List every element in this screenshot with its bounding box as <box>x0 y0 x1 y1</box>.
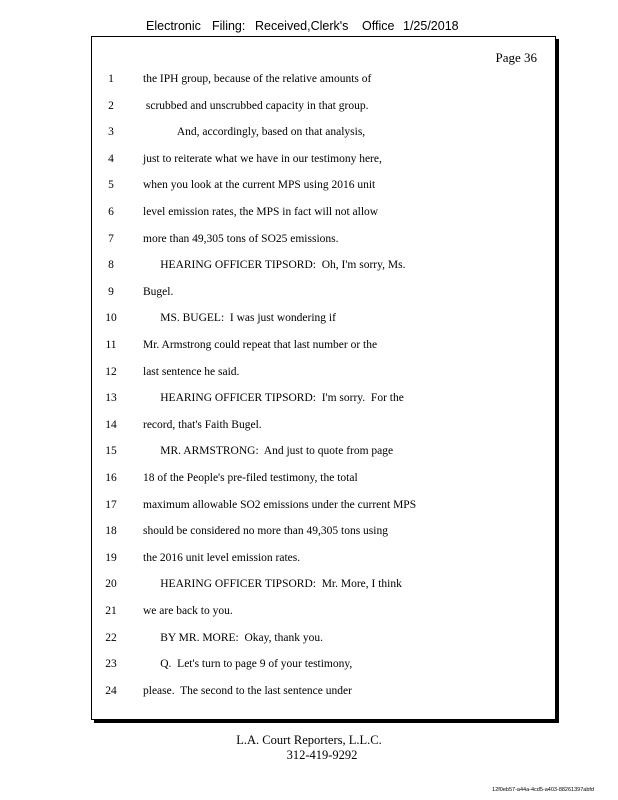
line-text: should be considered no more than 49,305 tons using <box>143 525 388 538</box>
line-text: maximum allowable SO2 emissions under the current MPS <box>143 498 417 511</box>
line-text: the 2016 unit level emission rates. <box>143 551 301 564</box>
line-number: 17 <box>105 498 117 511</box>
transcript-line <box>92 605 557 625</box>
line-number: 19 <box>105 551 117 564</box>
transcript-line <box>92 206 557 226</box>
line-number: 3 <box>108 126 114 139</box>
header-office: Office <box>362 19 395 33</box>
transcript-line <box>92 312 557 332</box>
line-number: 11 <box>105 339 117 351</box>
line-text: when you look at the current MPS using 2016 unit <box>143 179 376 192</box>
line-text: just to reiterate what we have in our testimony here, <box>143 152 382 165</box>
line-number: 12 <box>105 365 117 378</box>
line-text: we are back to you. <box>143 605 233 617</box>
line-number: 2 <box>108 99 114 112</box>
line-text: level emission rates, the MPS in fact will not allow <box>143 206 379 218</box>
line-number: 14 <box>105 418 117 431</box>
transcript-line <box>92 552 557 572</box>
filing-stamp-header <box>0 19 618 37</box>
line-text: please. The second to the last sentence under <box>143 684 352 697</box>
header-electronic: Electronic <box>146 19 201 33</box>
line-text: scrubbed and unscrubbed capacity in that group. <box>143 99 369 112</box>
line-text: more than 49,305 tons of SO25 emissions. <box>143 232 339 245</box>
transcript-line <box>92 179 557 199</box>
reporter-phone: 312-419-9292 <box>286 748 358 762</box>
line-number: 1 <box>108 73 114 85</box>
line-text: MS. BUGEL: I was just wondering if <box>143 312 336 325</box>
transcript-page <box>91 36 556 720</box>
line-number: 24 <box>105 684 117 697</box>
transcript-line <box>92 632 557 652</box>
line-number: 20 <box>105 578 117 591</box>
transcript-line <box>92 578 557 598</box>
transcript-line <box>92 233 557 253</box>
line-number: 10 <box>105 312 117 325</box>
transcript-line <box>92 658 557 678</box>
line-text: Q. Let's turn to page 9 of your testimony, <box>143 658 353 671</box>
header-filing: Filing: <box>212 19 246 33</box>
line-text: MR. ARMSTRONG: And just to quote from page <box>143 445 394 458</box>
header-date: 1/25/2018 <box>403 19 459 33</box>
line-number: 13 <box>105 392 117 405</box>
transcript-line <box>92 419 557 439</box>
transcript-line <box>92 392 557 412</box>
transcript-line <box>92 126 557 146</box>
transcript-line <box>92 153 557 173</box>
transcript-line <box>92 499 557 519</box>
line-number: 16 <box>105 472 117 484</box>
line-number: 9 <box>108 285 114 298</box>
line-text: Mr. Armstrong could repeat that last number or the <box>143 339 378 351</box>
header-received: Received,Clerk's <box>255 19 349 33</box>
line-number: 5 <box>108 179 114 192</box>
transcript-line <box>92 525 557 545</box>
line-number: 21 <box>105 605 117 617</box>
transcript-line <box>92 73 557 93</box>
line-number: 7 <box>108 232 114 245</box>
transcript-line <box>92 259 557 279</box>
line-text: the IPH group, because of the relative amounts of <box>143 73 372 85</box>
transcript-line <box>92 366 557 386</box>
document-hash: 12f0eb57-a44a-4cd5-a403-88261397abfd <box>492 787 594 793</box>
line-number: 23 <box>105 658 117 671</box>
line-text: HEARING OFFICER TIPSORD: Mr. More, I think <box>143 578 402 591</box>
line-number: 6 <box>108 206 114 218</box>
transcript-line <box>92 286 557 306</box>
line-text: Bugel. <box>143 285 174 298</box>
reporter-company: L.A. Court Reporters, L.L.C. <box>236 733 382 747</box>
line-number: 15 <box>105 445 117 458</box>
line-number: 4 <box>108 152 114 165</box>
page-number: Page 36 <box>495 50 537 65</box>
line-text: HEARING OFFICER TIPSORD: I'm sorry. For the <box>143 392 404 405</box>
transcript-line <box>92 100 557 120</box>
transcript-line <box>92 339 557 359</box>
transcript-line <box>92 685 557 705</box>
line-text: BY MR. MORE: Okay, thank you. <box>143 631 323 644</box>
line-number: 18 <box>105 525 117 538</box>
line-number: 8 <box>108 259 114 272</box>
line-text: And, accordingly, based on that analysis, <box>143 126 366 139</box>
transcript-line <box>92 445 557 465</box>
line-text: 18 of the People's pre-filed testimony, the total <box>143 472 358 484</box>
transcript-line <box>92 472 557 492</box>
line-text: last sentence he said. <box>143 365 240 378</box>
line-text: record, that's Faith Bugel. <box>143 418 262 431</box>
line-number: 22 <box>105 631 117 644</box>
line-text: HEARING OFFICER TIPSORD: Oh, I'm sorry, Ms. <box>143 259 406 272</box>
